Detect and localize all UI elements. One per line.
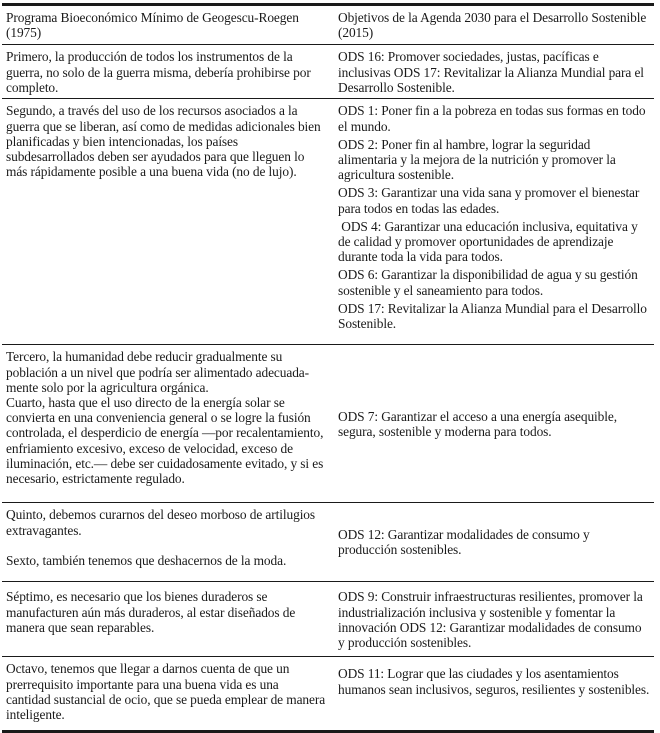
table-row	[2, 503, 654, 582]
row-5-right-cell	[330, 582, 654, 656]
ods-item: ODS 17: Revitalizar la Alianza Mundial para el Desarrollo Sostenible.	[338, 300, 647, 332]
proposal-text: Octavo, tenemos que llegar a darnos cuenta de que un prerrequisito importante para una buena vida es una cantidad sustancial de ocio, que se pueda emplear de manera inteligente.	[6, 661, 326, 723]
proposal-text: Primero, la producción de todos los instrumentos de la guerra, no solo de la guerra misma, debería prohibirse por completo.	[6, 49, 311, 95]
table-row	[2, 99, 654, 345]
ods-item: ODS 7: Garantizar el acceso a una energía asequible, segura, sostenible y moderna para todos.	[338, 408, 617, 439]
ods-item: ODS 12: Garantizar modalidades de consumo y producción sostenibles.	[338, 527, 590, 558]
proposal-text: Quinto, debemos curarnos del deseo morboso de artilugios extravagantes.	[6, 507, 316, 538]
header-agenda-2030: Objetivos de la Agenda 2030 para el Desarrollo Sostenible (2015)	[338, 10, 647, 41]
ods-item: ODS 3: Garantizar una vida sana y promover el bienestar para todos en todas las edades.	[338, 185, 640, 216]
ods-item: ODS 6: Garantizar la disponibilidad de agua y su gestión sostenible y el saneamiento para todos.	[338, 267, 638, 298]
proposal-text: Cuarto, hasta que el uso directo de la energía solar se convierta en una conveniencia general o se logre la fusión controlada, el desperdicio de energía —por recalentamiento, enfriamiento excesivo, exceso de velocidad, exceso de iluminación, etc.— debe ser cuidadosamente evitado, y si es necesario, estrictamente regulado.	[6, 395, 324, 487]
row-1-right-cell	[330, 45, 654, 98]
ods-item: ODS 2: Poner fin al hambre, lograr la seguridad alimentaria y la mejora de la nutrición y promover la agricultura sostenible.	[338, 136, 616, 183]
table-row	[2, 45, 654, 99]
row-4-right-cell	[330, 503, 654, 581]
row-3-right-cell	[330, 345, 654, 502]
table-row	[2, 657, 654, 733]
row-2-left-cell	[2, 99, 330, 344]
row-3-left-cell	[2, 345, 330, 502]
paragraph-gap	[6, 538, 326, 553]
proposal-text: Séptimo, es necesario que los bienes duraderos se manufacturen aún más duraderos, al estar diseñados de manera que sean reparables.	[6, 589, 296, 635]
row-5-left-cell	[2, 582, 330, 656]
table-row	[2, 345, 654, 503]
ods-item: ODS 4: Garantizar una educación inclusiva, equitativa y de calidad y promover oportunidades de aprendizaje durante toda la vida para todos.	[338, 218, 641, 265]
proposal-text: Segundo, a través del uso de los recursos asociados a la guerra que se liberan, así como de medidas adicionales bien planificadas y bien intencionadas, los países subdesarrollados deben ser ayudados para que lleguen lo más rápidamente posible a una buena vida (no de lujo).	[6, 103, 321, 180]
comparison-table	[2, 3, 654, 733]
ods-item: ODS 16: Promover sociedades, justas, pacíficas e inclusivas ODS 17: Revitalizar la Alianza Mundial para el Desarrollo Sostenible.	[338, 49, 644, 95]
ods-item: ODS 11: Lograr que las ciudades y los asentamientos humanos sean inclusivos, seguros, resilientes y sostenibles.	[338, 666, 650, 697]
row-6-right-cell	[330, 657, 654, 730]
ods-item: ODS 1: Poner fin a la pobreza en todas sus formas en todo el mundo.	[338, 103, 646, 134]
row-6-left-cell	[2, 657, 330, 730]
row-1-left-cell	[2, 45, 330, 98]
table-row	[2, 582, 654, 657]
proposal-text: Tercero, la humanidad debe reducir gradualmente su población a un nivel que podría ser alimentado adecuada-mente solo por la agricultura orgánica.	[6, 349, 310, 395]
table-header-row	[2, 3, 654, 45]
header-bioeconomic-program: Programa Bioeconómico Mínimo de Geogescu-Roegen (1975)	[6, 10, 299, 41]
ods-item: ODS 9: Construir infraestructuras resilientes, promover la industrialización inclusiva y sostenible y fomentar la innovación ODS 12: Garantizar modalidades de consumo y producción sostenibles.	[338, 589, 643, 651]
row-2-right-cell	[330, 99, 654, 344]
row-4-left-cell	[2, 503, 330, 581]
proposal-text: Sexto, también tenemos que deshacernos de la moda.	[6, 552, 287, 568]
